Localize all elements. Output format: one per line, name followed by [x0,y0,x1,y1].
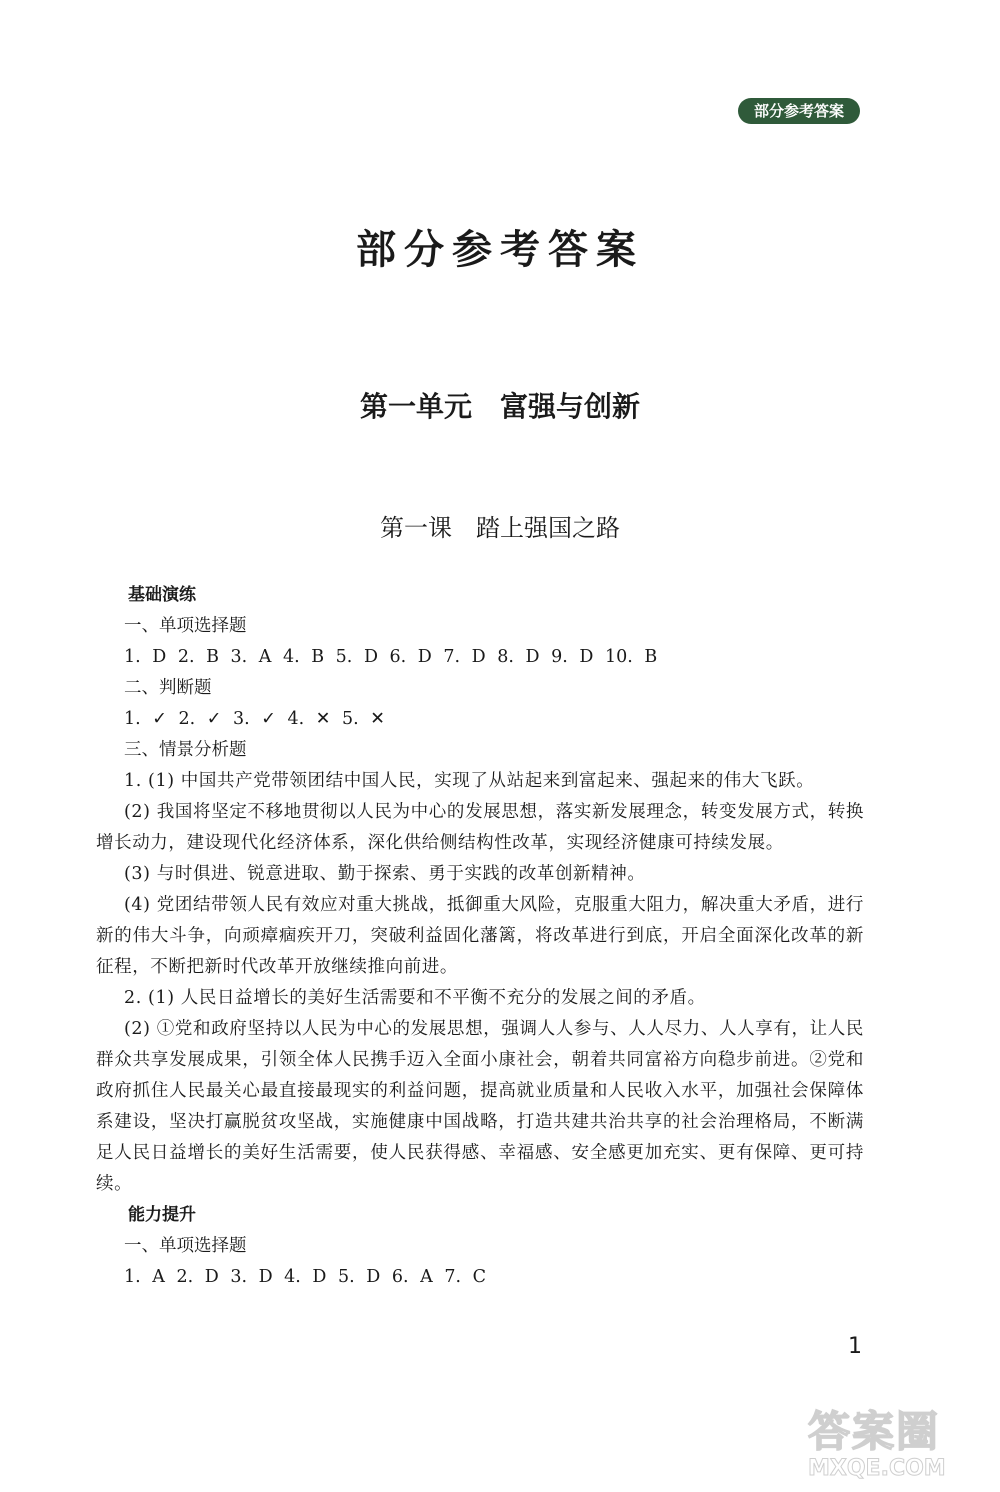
lesson-title: 第一课 踏上强国之路 [380,514,620,542]
watermark [808,1408,988,1488]
section-heading-advanced: 能力提升 [128,1205,196,1225]
page-number: 1 [848,1334,862,1359]
answer-content [96,580,864,1293]
watermark-url: MXQE.COM [808,1456,946,1481]
answer-paragraph: 2. (1) 人民日益增长的美好生活需要和不平衡不充分的发展之间的矛盾。 [124,988,706,1008]
single-choice-answers: 1. A 2. D 3. D 4. D 5. D 6. A 7. C [124,1267,486,1287]
question-type-scenario: 三、情景分析题 [124,740,247,760]
header-tag: 部分参考答案 [738,98,860,124]
watermark-logo: 答案圈 [808,1407,941,1456]
answer-paragraph: (2) ①党和政府坚持以人民为中心的发展思想，强调人人参与、人人尽力、人人享有，让人民群众共享发展成果，引领全体人民携手迈入全面小康社会，朝着共同富裕方向稳步前进。②党和政府抓住人民最关心最直接最现实的利益问题，提高就业质量和人民收入水平，加强社会保障体系建设，坚决打赢脱贫攻坚战，实施健康中国战略，打造共建共治共享的社会治理格局，不断满足人民日益增长的美好生活需要，使人民获得感、幸福感、安全感更加充实、更有保障、更可持续。 [96,1019,864,1194]
answer-paragraph: 1. (1) 中国共产党带领团结中国人民，实现了从站起来到富起来、强起来的伟大飞跃。 [124,771,815,791]
section-heading-basic: 基础演练 [128,585,196,605]
answer-paragraph: (3) 与时俱进、锐意进取、勤于探索、勇于实践的改革创新精神。 [124,864,646,884]
answer-paragraph: (2) 我国将坚定不移地贯彻以人民为中心的发展思想，落实新发展理念，转变发展方式，转换增长动力，建设现代化经济体系，深化供给侧结构性改革，实现经济健康可持续发展。 [96,802,864,853]
question-type-true-false: 二、判断题 [124,678,212,698]
answer-paragraph: (4) 党团结带领人民有效应对重大挑战，抵御重大风险，克服重大阻力，解决重大矛盾，进行新的伟大斗争，向顽瘴痼疾开刀，突破利益固化藩篱，将改革进行到底，开启全面深化改革的新征程，不断把新时代改革开放继续推向前进。 [96,895,864,977]
question-type-single-choice: 一、单项选择题 [124,616,247,636]
unit-title: 第一单元 富强与创新 [359,390,640,423]
question-type-single-choice: 一、单项选择题 [124,1236,247,1256]
true-false-answers: 1. ✓ 2. ✓ 3. ✓ 4. ✕ 5. ✕ [124,709,385,729]
page-title: 部分参考答案 [356,227,644,273]
single-choice-answers: 1. D 2. B 3. A 4. B 5. D 6. D 7. D 8. D 9. D 10. B [124,647,658,667]
